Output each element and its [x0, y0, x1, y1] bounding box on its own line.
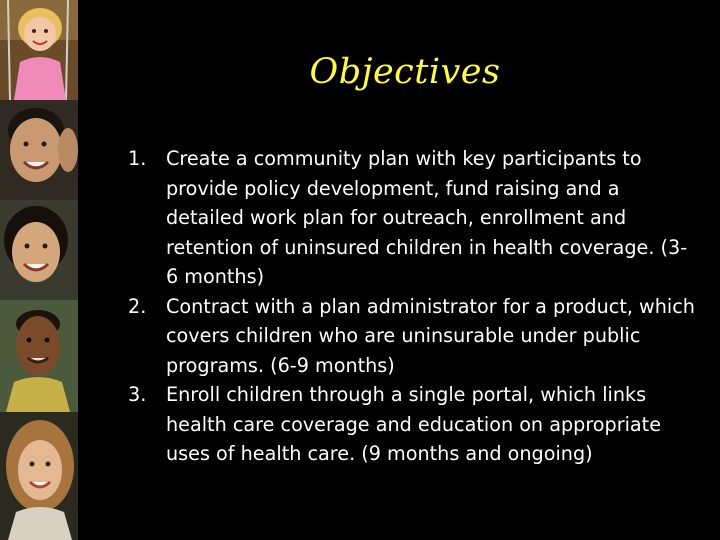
slide-title: Objectives	[309, 52, 501, 92]
smiling-boy-photo	[0, 100, 78, 200]
children-photo-strip	[0, 0, 78, 540]
objective-text: Create a community plan with key participants to provide policy development, fund raising and a detailed work plan for outreach, enrollment and retention of uninsured children in health coverage. (3-6 months)	[166, 147, 688, 288]
objective-item	[128, 144, 698, 292]
objective-item	[128, 380, 698, 469]
teen-girl-photo	[0, 412, 78, 540]
objective-text: Enroll children through a single portal, which links health care coverage and education on appropriate uses of health care. (9 months and ongoing)	[166, 383, 662, 465]
objective-number: 1.	[128, 147, 147, 170]
smiling-girl-photo	[0, 200, 78, 300]
objective-item	[128, 292, 698, 381]
girl-on-swing-photo	[0, 0, 78, 100]
objective-text: Contract with a plan administrator for a product, which covers children who are uninsurable under public programs. (6-9 months)	[166, 294, 695, 377]
objectives-list	[128, 144, 698, 469]
objective-number: 3.	[128, 383, 147, 406]
objective-number: 2.	[128, 294, 147, 318]
young-man-photo	[0, 300, 78, 412]
